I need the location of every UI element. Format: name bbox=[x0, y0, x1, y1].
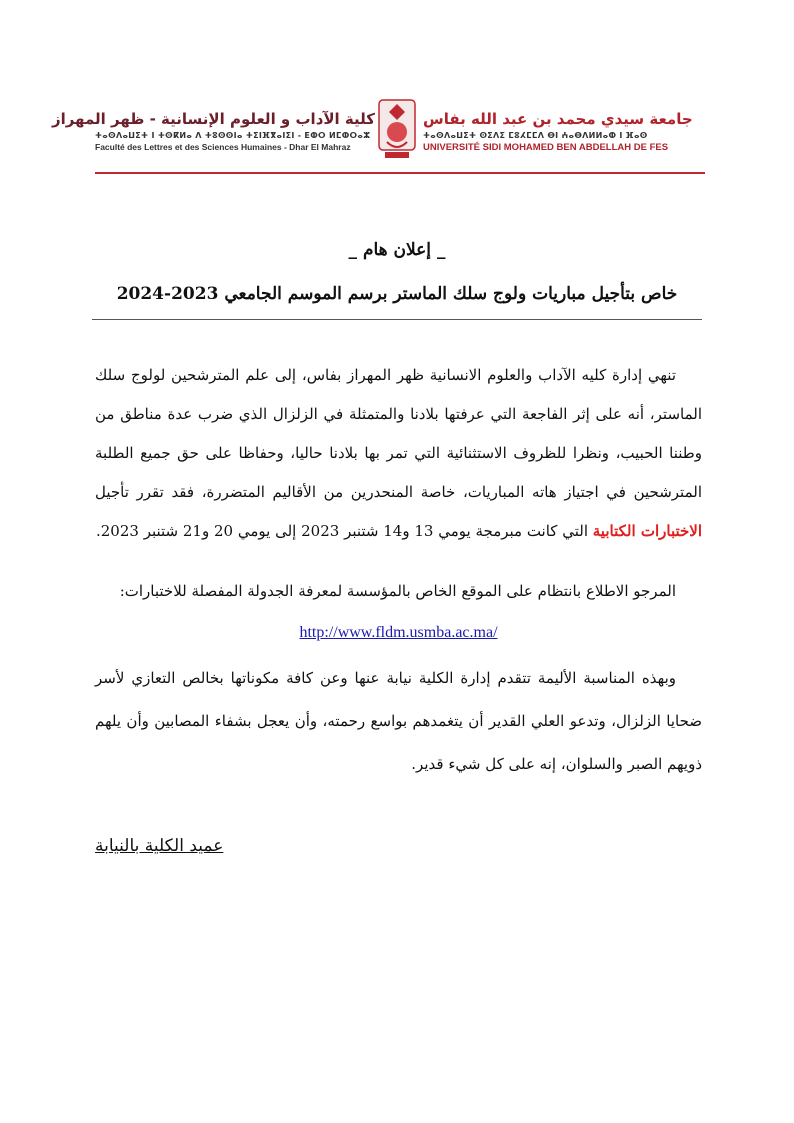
announcement-subtitle: خاص بتأجيل مباريات ولوج سلك الماستر برسم الموسم الجامعي 2023-2024 bbox=[116, 284, 678, 304]
paragraph1-text-end: التي كانت مبرمجة يومي 13 و14 شتنبر 2023 إلى يومي 20 و21 شتنبر 2023. bbox=[95, 522, 588, 540]
university-name-arabic: جامعة سيدي محمد بن عبد الله بفاس bbox=[423, 110, 693, 128]
faculty-name-tifinagh: ⵜⴰⵙⴷⴰⵡⵉⵜ ⵏ ⵜⵙⴽⵍⴰ ⴷ ⵜⵓⵙⵙⵏⴰ ⵜⵉⵏⴼⴳⴰⵏⵉⵏ - ⴹⵀⵔ ⵍⵎⵀⵔⴰⵣ bbox=[95, 131, 371, 140]
faculty-website-link[interactable]: http://www.fldm.usmba.ac.ma/ bbox=[299, 624, 498, 641]
faculty-name-french: Faculté des Lettres et des Sciences Humaines - Dhar El Mahraz bbox=[95, 142, 351, 152]
faculty-header bbox=[51, 110, 375, 152]
paragraph-condolences bbox=[95, 657, 702, 786]
university-name-tifinagh: ⵜⴰⵙⴷⴰⵡⵉⵜ ⵙⵉⴷⵉ ⵎⵓⵃⵎⵎⴷ ⴱⵏ ⵄⴰⴱⴷⵍⵍⴰⵀ ⵏ ⴼⴰⵙ bbox=[423, 131, 648, 140]
university-header bbox=[423, 110, 705, 153]
paragraph2-text: المرجو الاطلاع بانتظام على الموقع الخاص بالمؤسسة لمعرفة الجدولة المفصلة للاختبارات: bbox=[119, 582, 676, 600]
paragraph3-text: وبهذه المناسبة الأليمة تتقدم إدارة الكلية نيابة عنها وعن كافة مكوناتها بخالص التعازي لأسر ضحايا الزلزال، وتدعو العلي القدير أن يتغمدهم بواسع رحمته، وأن يعجل بشفاء المصابين وأن يلهم ذويهم الصبر والسلوان، إنه على كل شيء قدير. bbox=[95, 669, 702, 773]
university-crest-logo bbox=[375, 96, 419, 162]
paragraph-follow-website bbox=[95, 581, 702, 601]
letterhead bbox=[51, 96, 705, 176]
signature: عميد الكلية بالنيابة bbox=[95, 836, 224, 856]
university-name-french: UNIVERSITÉ SIDI MOHAMED BEN ABDELLAH DE FES bbox=[423, 142, 669, 153]
faculty-name-arabic: كلية الآداب و العلوم الإنسانية - ظهر المهراز bbox=[51, 110, 375, 128]
title-divider bbox=[92, 319, 702, 320]
paragraph1-text-start: تنهي إدارة كليه الآداب والعلوم الانسانية ظهر المهراز بفاس، إلى علم المترشحين لولوج سلك الماستر، أنه على إثر الفاجعة التي عرفتها بلادنا والمتمثلة في الزلزال الذي ضرب عدة مناطق من وطننا الحبيب، ونظرا للظروف الاستثنائية التي تمر بها بلادنا حاليا، وحفاظا على حق جميع الطلبة المترشحين في اجتياز هاته المباريات، خاصة المنحدرين من الأقاليم المتضررة، فقد تقرر تأجيل bbox=[95, 366, 702, 501]
paragraph1-highlight: الاختبارات الكتابية bbox=[592, 522, 702, 540]
letterhead-divider bbox=[95, 172, 705, 174]
paragraph-postponement bbox=[95, 356, 702, 551]
announcement-title: _ إعلان هام _ bbox=[348, 240, 446, 260]
